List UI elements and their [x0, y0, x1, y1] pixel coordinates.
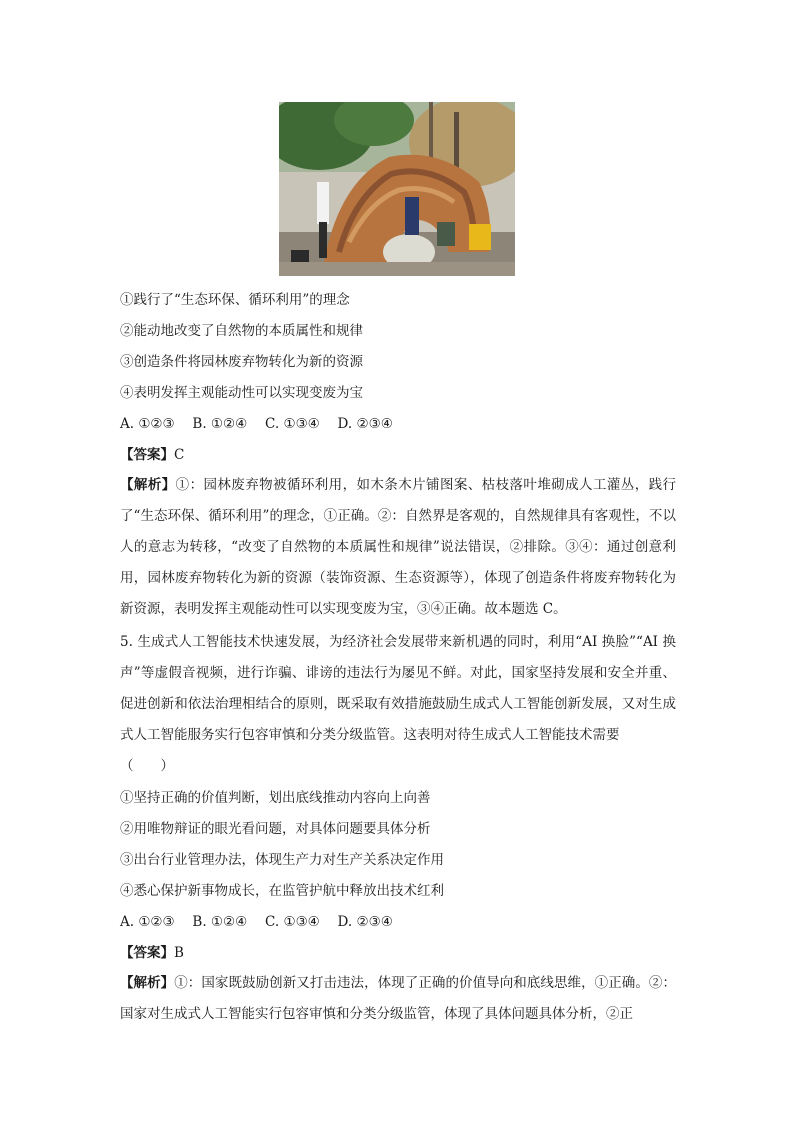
q5-stem: [120, 627, 676, 782]
analysis-text: ①：国家既鼓励创新又打击违法，体现了正确的价值导向和底线思维，①正确。②：国家对生成式人工智能实行包容审慎和分类分级监管，体现了具体问题具体分析，②正: [120, 975, 676, 1022]
analysis-label: 【解析】: [120, 975, 175, 991]
q5-option-4: ④悉心保护新事物成长，在监管护航中释放出技术红利: [120, 883, 444, 899]
answer-value: B: [174, 945, 184, 961]
q4-analysis: [120, 470, 676, 625]
q5-analysis: [120, 968, 676, 1030]
q4-choices: A. ①②③ B. ①②④ C. ①③④ D. ②③④: [120, 416, 393, 432]
q4-option-4: ④表明发挥主观能动性可以实现变废为宝: [120, 385, 363, 401]
analysis-label: 【解析】: [120, 477, 176, 493]
q5-choices: A. ①②③ B. ①②④ C. ①③④ D. ②③④: [120, 914, 393, 930]
q4-option-3: ③创造条件将园林废弃物转化为新的资源: [120, 354, 363, 370]
q5-stem-text: 5. 生成式人工智能技术快速发展，为经济社会发展带来新机遇的同时，利用“AI 换脸”“AI 换声”等虚假音视频，进行诈骗、诽谤的违法行为屡见不鲜。对此，国家坚持发展和安全并重、促进创新和依法治理相结合的原则，既采取有效措施鼓励生成式人工智能创新发展，又对生成式人工智能服务实行包容审慎和分类分级监管。这表明对待生成式人工智能技术需要: [120, 634, 676, 743]
q4-answer: [120, 445, 184, 465]
q5-option-2: ②用唯物辩证的眼光看问题，对具体问题要具体分析: [120, 821, 431, 837]
answer-label: 【答案】: [120, 945, 174, 961]
leaf-shelter-photo: [279, 102, 515, 276]
answer-value: C: [174, 447, 185, 463]
q5-option-1: ①坚持正确的价值判断，划出底线推动内容向上向善: [120, 790, 431, 806]
q5-answer: [120, 943, 184, 963]
q4-option-1: ①践行了“生态环保、循环利用”的理念: [120, 292, 350, 308]
answer-label: 【答案】: [120, 447, 174, 463]
q4-option-2: ②能动地改变了自然物的本质属性和规律: [120, 323, 363, 339]
q5-paren: （ ）: [120, 758, 174, 774]
analysis-text: ①：园林废弃物被循环利用，如木条木片铺图案、枯枝落叶堆砌成人工灌丛，践行了“生态环保、循环利用”的理念，①正确。②：自然界是客观的，自然规律具有客观性，不以人的意志为转移，“改变了自然物的本质属性和规律”说法错误，②排除。③④：通过创意利用，园林废弃物转化为新的资源（装饰资源、生态资源等），体现了创造条件将废弃物转化为新资源，表明发挥主观能动性可以实现变废为宝，③④正确。故本题选 C。: [120, 477, 677, 617]
q5-option-3: ③出台行业管理办法，体现生产力对生产关系决定作用: [120, 852, 444, 868]
